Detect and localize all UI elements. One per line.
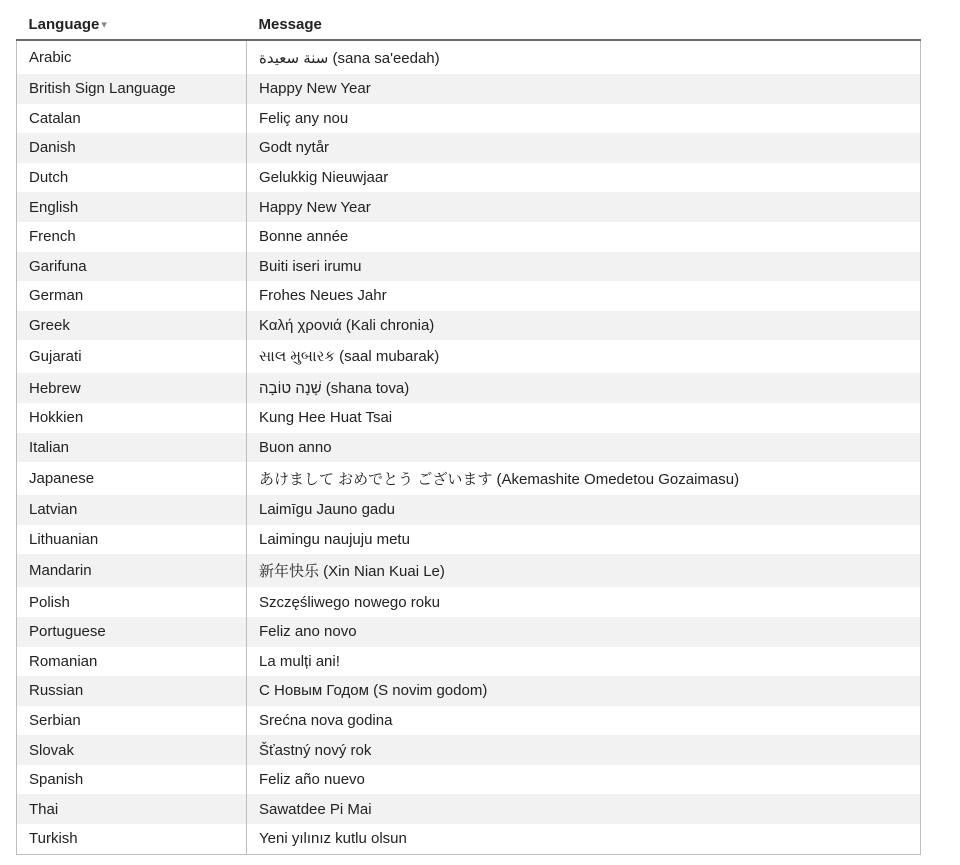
language-cell: Polish <box>17 587 247 617</box>
table-row <box>17 706 921 736</box>
table-row <box>17 765 921 795</box>
message-cell: Happy New Year <box>247 192 921 222</box>
language-cell: Arabic <box>17 40 247 74</box>
table-row <box>17 252 921 282</box>
message-cell: Feliz ano novo <box>247 617 921 647</box>
table-row <box>17 554 921 587</box>
table-row <box>17 373 921 403</box>
message-cell: Yeni yılınız kutlu olsun <box>247 824 921 854</box>
table-row <box>17 794 921 824</box>
language-cell: Lithuanian <box>17 525 247 555</box>
message-column-header[interactable] <box>247 10 921 40</box>
table-row <box>17 587 921 617</box>
language-cell: Gujarati <box>17 340 247 373</box>
table-row <box>17 676 921 706</box>
table-row <box>17 462 921 495</box>
table-row <box>17 222 921 252</box>
language-cell: Greek <box>17 311 247 341</box>
table-row <box>17 735 921 765</box>
language-cell: English <box>17 192 247 222</box>
message-cell: Feliz año nuevo <box>247 765 921 795</box>
language-cell: German <box>17 281 247 311</box>
message-cell: Feliç any nou <box>247 104 921 134</box>
message-cell: Godt nytår <box>247 133 921 163</box>
language-cell: Thai <box>17 794 247 824</box>
table-row <box>17 163 921 193</box>
language-cell: Spanish <box>17 765 247 795</box>
language-cell: Romanian <box>17 647 247 677</box>
language-cell: Turkish <box>17 824 247 854</box>
message-cell: 新年快乐 (Xin Nian Kuai Le) <box>247 554 921 587</box>
message-cell: Sawatdee Pi Mai <box>247 794 921 824</box>
message-cell: Καλή χρονιά (Kali chronia) <box>247 311 921 341</box>
table-row <box>17 647 921 677</box>
table-body <box>17 40 921 854</box>
table-row <box>17 192 921 222</box>
message-cell: Šťastný nový rok <box>247 735 921 765</box>
language-cell: Hokkien <box>17 403 247 433</box>
language-cell: Latvian <box>17 495 247 525</box>
language-cell: French <box>17 222 247 252</box>
message-cell: Laimīgu Jauno gadu <box>247 495 921 525</box>
language-cell: Japanese <box>17 462 247 495</box>
language-cell: Garifuna <box>17 252 247 282</box>
message-cell: Szczęśliwego nowego roku <box>247 587 921 617</box>
message-cell: Frohes Neues Jahr <box>247 281 921 311</box>
language-column-label: Language <box>28 16 100 33</box>
message-cell: С Новым Годом (S novim godom) <box>247 676 921 706</box>
message-cell: Bonne année <box>247 222 921 252</box>
language-cell: Dutch <box>17 163 247 193</box>
table-row <box>17 40 921 74</box>
new-year-greetings-table <box>16 10 921 855</box>
language-cell: Russian <box>17 676 247 706</box>
table-row <box>17 495 921 525</box>
message-cell: Laimingu naujuju metu <box>247 525 921 555</box>
message-cell: Buiti iseri irumu <box>247 252 921 282</box>
message-cell: Buon anno <box>247 433 921 463</box>
language-cell: Catalan <box>17 104 247 134</box>
table-row <box>17 133 921 163</box>
language-cell: Portuguese <box>17 617 247 647</box>
table-row <box>17 617 921 647</box>
new-year-greetings-table-container <box>16 10 920 855</box>
language-cell: Italian <box>17 433 247 463</box>
message-cell: સાલ મુબારક (saal mubarak) <box>247 340 921 373</box>
table-row <box>17 824 921 854</box>
language-cell: Hebrew <box>17 373 247 403</box>
language-cell: Serbian <box>17 706 247 736</box>
table-row <box>17 433 921 463</box>
table-header-row <box>17 10 921 40</box>
message-column-label: Message <box>258 16 322 33</box>
language-column-header[interactable] <box>17 10 247 40</box>
message-cell: Happy New Year <box>247 74 921 104</box>
table-row <box>17 104 921 134</box>
table-row <box>17 311 921 341</box>
message-cell: Kung Hee Huat Tsai <box>247 403 921 433</box>
language-cell: Slovak <box>17 735 247 765</box>
message-cell: سنة سعيدة (sana sa'eedah) <box>247 40 921 74</box>
message-cell: La mulți ani! <box>247 647 921 677</box>
table-row <box>17 525 921 555</box>
message-cell: Gelukkig Nieuwjaar <box>247 163 921 193</box>
table-row <box>17 74 921 104</box>
message-cell: Srećna nova godina <box>247 706 921 736</box>
message-cell: あけまして おめでとう ございます (Akemashite Omedetou Gozaimasu) <box>247 462 921 495</box>
message-cell: שָׁנָה טוֹבָה (shana tova) <box>247 373 921 403</box>
table-row <box>17 403 921 433</box>
sort-descending-icon[interactable]: ▾ <box>101 19 107 31</box>
language-cell: British Sign Language <box>17 74 247 104</box>
table-row <box>17 340 921 373</box>
language-cell: Mandarin <box>17 554 247 587</box>
table-header <box>17 10 921 40</box>
table-row <box>17 281 921 311</box>
language-cell: Danish <box>17 133 247 163</box>
